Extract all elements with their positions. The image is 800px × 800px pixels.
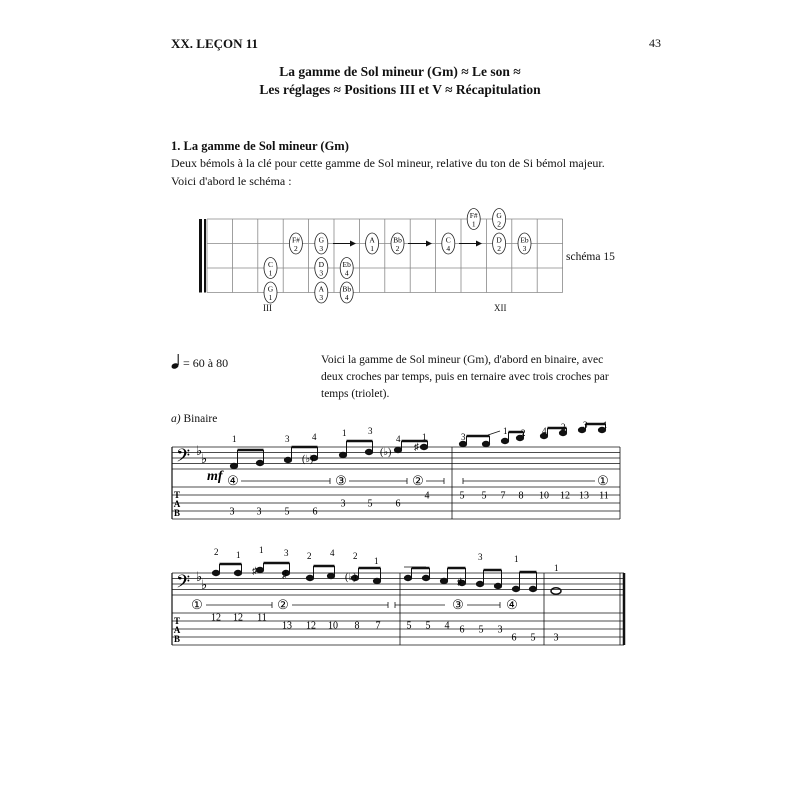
tab-letter: T bbox=[173, 490, 181, 500]
fret-note-finger: 1 bbox=[471, 219, 476, 229]
string-marker: ② bbox=[412, 473, 424, 488]
fret-note-finger: 4 bbox=[446, 244, 451, 253]
staff-2-fingerings bbox=[214, 545, 559, 573]
fret-note-name: Eb bbox=[520, 235, 529, 245]
tab-number: 8 bbox=[354, 620, 360, 632]
svg-text:4: 4 bbox=[542, 426, 547, 436]
svg-text:2: 2 bbox=[307, 551, 312, 561]
tab-letter: A bbox=[173, 625, 181, 635]
tab-letter: B bbox=[173, 508, 181, 518]
fret-note-name: Eb bbox=[342, 260, 351, 269]
svg-text:(♭): (♭) bbox=[302, 454, 314, 465]
tab-number: 6 bbox=[312, 506, 318, 518]
section-heading: 1. La gamme de Sol mineur (Gm) bbox=[171, 139, 349, 153]
fret-note-name: D bbox=[496, 235, 502, 245]
fret-note-finger: 1 bbox=[268, 268, 273, 278]
svg-text:1: 1 bbox=[603, 420, 608, 430]
fret-note-finger: 2 bbox=[497, 219, 501, 229]
fret-note-finger: 1 bbox=[268, 293, 273, 302]
string-marker: ② bbox=[277, 597, 289, 612]
paragraph-1: Deux bémols à la clé pour cette gamme de Sol mineur, relative du ton de Si bémol majeur. bbox=[171, 156, 605, 170]
tab-number: 8 bbox=[518, 490, 524, 502]
svg-text:3: 3 bbox=[478, 552, 483, 562]
fret-note-name: G bbox=[318, 235, 325, 245]
tab-letters bbox=[174, 616, 181, 644]
string-marker: ③ bbox=[335, 473, 347, 488]
tab-number: 3 bbox=[256, 506, 262, 518]
fret-note-finger: 3 bbox=[319, 293, 324, 302]
tab-number: 5 bbox=[425, 620, 431, 632]
string-marker: ④ bbox=[227, 473, 239, 488]
tab-number: 7 bbox=[500, 490, 506, 502]
fret-note-name: Bb bbox=[342, 284, 352, 294]
fret-note-name: C bbox=[445, 235, 451, 245]
svg-text:1: 1 bbox=[374, 556, 379, 566]
tab-number: 5 bbox=[406, 620, 412, 632]
svg-text:3: 3 bbox=[583, 420, 588, 430]
staff-1-string-markers bbox=[227, 473, 609, 488]
page-title-line-2: Les réglages ≈ Positions III et V ≈ Récapitulation bbox=[259, 82, 541, 97]
tab-number: 3 bbox=[553, 632, 559, 644]
fret-note-finger: 1 bbox=[370, 244, 374, 253]
flat-icon: ♭ bbox=[196, 443, 203, 458]
tab-number: 5 bbox=[530, 632, 536, 644]
tab-number: 6 bbox=[511, 632, 517, 644]
svg-text:4: 4 bbox=[396, 434, 401, 444]
fret-note-name: G bbox=[267, 284, 274, 294]
fret-note-finger: 4 bbox=[344, 293, 349, 302]
svg-text:1: 1 bbox=[342, 428, 347, 438]
tab-letter: A bbox=[173, 499, 181, 509]
tab-number: 12 bbox=[306, 620, 316, 632]
flat-icon: ♭ bbox=[201, 451, 208, 466]
svg-text:3: 3 bbox=[368, 426, 373, 436]
tab-number: 5 bbox=[478, 624, 484, 636]
tab-number: 12 bbox=[211, 612, 221, 624]
svg-text:4: 4 bbox=[330, 548, 335, 558]
tab-number: 4 bbox=[444, 620, 450, 632]
svg-text:1: 1 bbox=[422, 432, 427, 442]
string-marker: ① bbox=[191, 597, 203, 612]
svg-text:1: 1 bbox=[503, 426, 508, 436]
fret-note-finger: 3 bbox=[319, 268, 324, 278]
tab-number: 13 bbox=[282, 620, 292, 632]
staff-1-tab-numbers bbox=[230, 491, 609, 518]
fret-note-finger: 2 bbox=[395, 244, 400, 253]
tab-letter: B bbox=[173, 634, 181, 644]
page-title-line-1: La gamme de Sol mineur (Gm) ≈ Le son ≈ bbox=[279, 64, 521, 79]
flat-icon: ♭ bbox=[196, 569, 203, 584]
string-marker: ① bbox=[597, 473, 609, 488]
exercise-title: Binaire bbox=[183, 413, 218, 425]
tab-number: 12 bbox=[233, 612, 243, 624]
bass-clef-icon: 𝄢 bbox=[176, 571, 191, 596]
position-label-xii: XII bbox=[494, 303, 507, 313]
fret-note-name: Bb bbox=[393, 235, 402, 245]
tab-letters bbox=[174, 490, 181, 518]
svg-text:♯: ♯ bbox=[457, 577, 462, 588]
svg-text:3: 3 bbox=[461, 432, 466, 442]
tab-number: 6 bbox=[395, 498, 401, 510]
flat-icon: ♭ bbox=[201, 577, 208, 592]
tab-number: 7 bbox=[375, 620, 381, 632]
lesson-header: XX. LEÇON 11 bbox=[171, 36, 259, 51]
tab-number: 4 bbox=[424, 490, 430, 502]
svg-text:♯: ♯ bbox=[282, 570, 287, 581]
fret-note-name: D bbox=[318, 260, 325, 269]
staff-2-string-markers bbox=[191, 597, 518, 612]
string-marker: ④ bbox=[506, 597, 518, 612]
svg-text:2: 2 bbox=[353, 551, 358, 561]
schema-label: schéma 15 bbox=[566, 251, 615, 263]
string-marker: ③ bbox=[452, 597, 464, 612]
dynamic-mark: mf bbox=[207, 469, 223, 484]
svg-text:1: 1 bbox=[232, 434, 237, 444]
staff-2 bbox=[172, 545, 624, 645]
fret-note-finger: 2 bbox=[294, 244, 298, 253]
paragraph-2: Voici d'abord le schéma : bbox=[171, 174, 292, 188]
tab-letter: T bbox=[173, 616, 181, 626]
tab-number: 5 bbox=[284, 506, 290, 518]
svg-text:(♭): (♭) bbox=[345, 572, 357, 583]
tab-number: 3 bbox=[497, 624, 503, 636]
fret-note-name: A bbox=[369, 235, 375, 245]
tab-number: 11 bbox=[599, 490, 609, 502]
tab-number: 11 bbox=[257, 612, 267, 624]
bass-clef-icon: 𝄢 bbox=[176, 445, 191, 470]
svg-text:1: 1 bbox=[259, 545, 264, 555]
svg-text:2: 2 bbox=[561, 422, 566, 432]
fret-note-finger: 3 bbox=[319, 244, 324, 253]
tab-number: 5 bbox=[481, 490, 487, 502]
svg-text:4: 4 bbox=[312, 432, 317, 442]
svg-text:1: 1 bbox=[236, 550, 241, 560]
fret-note-name: F# bbox=[469, 211, 478, 220]
tab-number: 10 bbox=[328, 620, 338, 632]
fret-note-finger: 2 bbox=[497, 244, 501, 253]
tab-number: 3 bbox=[340, 498, 346, 510]
staff-2-tab-numbers bbox=[211, 613, 559, 644]
tab-number: 6 bbox=[459, 624, 465, 636]
fret-note-finger: 4 bbox=[344, 268, 349, 278]
tab-number: 12 bbox=[560, 490, 570, 502]
tab-number: 5 bbox=[459, 490, 465, 502]
svg-text:(♭): (♭) bbox=[380, 447, 392, 458]
svg-text:3: 3 bbox=[285, 434, 290, 444]
svg-text:3: 3 bbox=[284, 548, 289, 558]
fret-note-finger: 3 bbox=[522, 244, 527, 253]
tab-number: 5 bbox=[367, 498, 373, 510]
svg-text:1: 1 bbox=[554, 563, 559, 573]
tab-number: 13 bbox=[579, 490, 589, 502]
svg-text:2: 2 bbox=[214, 547, 219, 557]
tempo-text: = 60 à 80 bbox=[183, 356, 229, 370]
exercise-letter: a) bbox=[171, 413, 181, 425]
tab-number: 10 bbox=[539, 490, 549, 502]
fret-note-name: G bbox=[496, 211, 502, 220]
position-label-iii: III bbox=[263, 303, 272, 313]
intro-paragraph: Voici la gamme de Sol mineur (Gm), d'abord en binaire, avec deux croches par temps, puis en ternaire avec trois croches par temps (triolet). bbox=[321, 354, 609, 400]
fret-note-name: F# bbox=[291, 235, 300, 245]
page-number: 43 bbox=[649, 36, 661, 50]
svg-text:2: 2 bbox=[521, 428, 526, 438]
fret-note-name: A bbox=[318, 284, 325, 294]
tab-number: 3 bbox=[229, 506, 235, 518]
svg-text:♯: ♯ bbox=[252, 566, 257, 577]
staff-1 bbox=[172, 420, 620, 519]
fret-note-name: C bbox=[267, 260, 274, 269]
svg-text:♯: ♯ bbox=[414, 442, 419, 453]
svg-text:1: 1 bbox=[514, 554, 519, 564]
